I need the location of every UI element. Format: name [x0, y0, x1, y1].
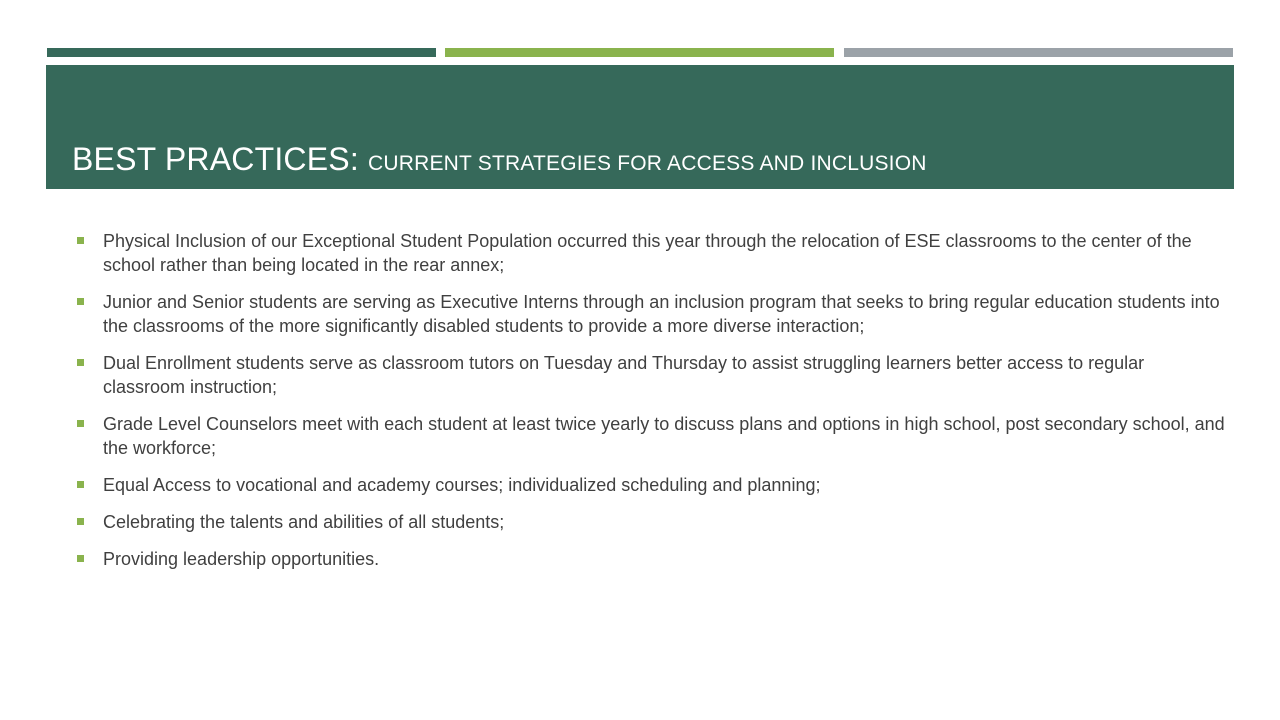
bullet-item-equal-access: [76, 473, 1226, 497]
bullet-text: Physical Inclusion of our Exceptional Student Population occurred this year through the relocation of ESE classrooms to the center of the school rather than being located in the rear annex;: [103, 231, 1192, 275]
bullet-item-executive-interns: [76, 290, 1226, 338]
bullet-item-dual-enrollment: [76, 351, 1226, 399]
square-bullet-icon: [77, 298, 84, 305]
bullet-text: Celebrating the talents and abilities of all students;: [103, 512, 505, 532]
bullet-list: [76, 229, 1226, 584]
title-banner: [46, 65, 1234, 189]
bullet-item-counselors: [76, 412, 1226, 460]
bullet-text: Providing leadership opportunities.: [103, 549, 380, 569]
square-bullet-icon: [77, 555, 84, 562]
slide-title-subtitle: CURRENT STRATEGIES FOR ACCESS AND INCLUSION: [368, 152, 927, 175]
bullet-item-relocation: [76, 229, 1226, 277]
slide-title: [72, 143, 927, 175]
accent-bar-dark-green: [47, 48, 436, 57]
bullet-text: Equal Access to vocational and academy courses; individualized scheduling and planning;: [103, 475, 821, 495]
bullet-item-leadership: [76, 547, 1226, 571]
bullet-text: Junior and Senior students are serving as Executive Interns through an inclusion program that seeks to bring regular education students into the classrooms of the more significantly disabled students to provide a more diverse interaction;: [103, 292, 1220, 336]
bullet-text: Dual Enrollment students serve as classroom tutors on Tuesday and Thursday to assist struggling learners better access to regular classroom instruction;: [103, 353, 1145, 397]
accent-bar-gray: [844, 48, 1233, 57]
square-bullet-icon: [77, 481, 84, 488]
square-bullet-icon: [77, 359, 84, 366]
slide-title-main: BEST PRACTICES:: [72, 141, 359, 177]
square-bullet-icon: [77, 420, 84, 427]
accent-bar-light-green: [445, 48, 834, 57]
square-bullet-icon: [77, 518, 84, 525]
bullet-text: Grade Level Counselors meet with each student at least twice yearly to discuss plans and options in high school, post secondary school, and the workforce;: [103, 414, 1225, 458]
bullet-item-celebrating-talents: [76, 510, 1226, 534]
square-bullet-icon: [77, 237, 84, 244]
